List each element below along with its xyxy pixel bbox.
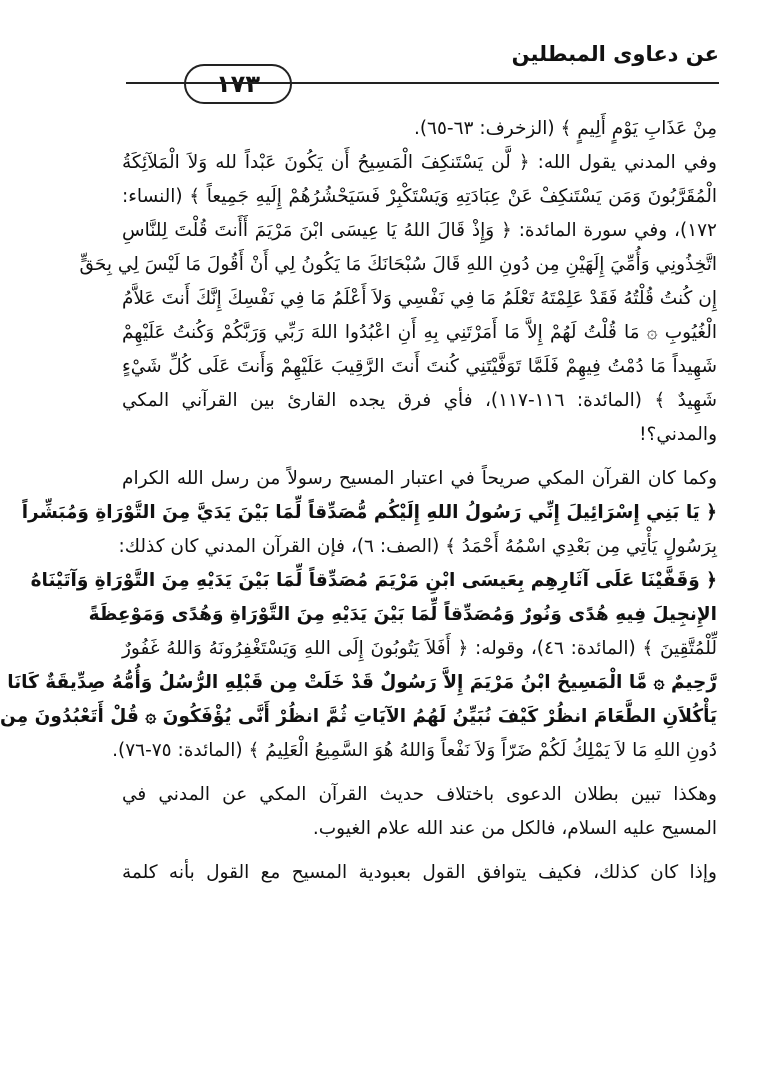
paragraph-gap bbox=[122, 452, 717, 462]
text-line: إِن كُنتُ قُلْتُهُ فَقَدْ عَلِمْتَهُ تَعْلَمُ مَا فِي نَفْسِي وَلاَ أَعْلَمُ مَا فِي نَفْسِكَ إِنَّكَ أَنتَ عَلاَّمُ bbox=[122, 288, 717, 309]
text-line: ١٧٢)، وفي سورة المائدة: ﴿ وَإِذْ قَالَ اللهُ يَا عِيسَى ابْنَ مَرْيَمَ أَأَنتَ قُلْتَ لِلنَّاسِ bbox=[122, 220, 717, 241]
paragraph-gap bbox=[122, 768, 717, 778]
text-line: وإذا كان كذلك، فكيف يتوافق القول بعبودية المسيح مع القول بأنه كلمة bbox=[122, 862, 717, 883]
text-line: دُونِ اللهِ مَا لاَ يَمْلِكُ لَكُمْ ضَرّاً وَلاَ نَفْعاً وَاللهُ هُوَ السَّمِيعُ الْعَلِيمُ ﴾ (المائدة: ٧٥-٧٦). bbox=[112, 740, 717, 761]
header-rule bbox=[126, 82, 719, 84]
text-line: وكما كان القرآن المكي صريحاً في اعتبار المسيح رسولاً من رسل الله الكرام bbox=[122, 468, 717, 489]
page-number: ١٧٣ bbox=[184, 64, 292, 104]
text-line: لِّلْمُتَّقِينَ ﴾ (المائدة: ٤٦)، وقوله: ﴿ أَفَلاَ يَتُوبُونَ إِلَى اللهِ وَيَسْتَغْفِرُونَهُ وَاللهُ غَفُورٌ bbox=[122, 638, 718, 659]
text-line: شَهِيدٌ ﴾ (المائدة: ١١٦-١١٧)، فأي فرق يجده القارئ بين القرآني المكي bbox=[122, 390, 718, 411]
running-title: عن دعاوى المبطلين bbox=[511, 42, 719, 66]
text-line: ﴿ يَا بَنِي إِسْرَائِيلَ إِنِّي رَسُولُ اللهِ إِلَيْكُم مُّصَدِّقاً لِّمَا بَيْنَ يَدَيَّ مِنَ التَّوْرَاةِ وَمُبَشِّراً bbox=[21, 502, 717, 523]
text-line: ﴿ وَقَفَّيْنَا عَلَى آثَارِهِم بِعَيسَى ابْنِ مَرْيَمَ مُصَدِّقاً لِّمَا بَيْنَ يَدَيْهِ مِنَ التَّوْرَاةِ وَآتَيْنَاهُ bbox=[30, 570, 717, 591]
text-line: شَهِيداً مَا دُمْتُ فِيهِمْ فَلَمَّا تَوَفَّيْتَنِي كُنتَ أَنتَ الرَّقِيبَ عَلَيْهِمْ وَأَنتَ عَلَى كُلِّ شَيْءٍ bbox=[122, 356, 717, 377]
text-line: الإِنجِيلَ فِيهِ هُدًى وَنُورٌ وَمُصَدِّقاً لِّمَا بَيْنَ يَدَيْهِ مِنَ التَّوْرَاةِ وَهُدًى وَمَوْعِظَةً bbox=[88, 604, 717, 625]
page-header bbox=[126, 40, 719, 96]
text-line: وهكذا تبين بطلان الدعوى باختلاف حديث القرآن المكي عن المدني في bbox=[122, 784, 717, 805]
text-line: رَّحِيمٌ ۞ مَّا الْمَسِيحُ ابْنُ مَرْيَمَ إِلاَّ رَسُولٌ قَدْ خَلَتْ مِن قَبْلِهِ الرُّسُلُ وَأُمُّهُ صِدِّيقَةٌ كَانَا bbox=[7, 672, 717, 693]
text-line: وفي المدني يقول الله: ﴿ لَّن يَسْتَنكِفَ الْمَسِيحُ أَن يَكُونَ عَبْداً لله وَلاَ الْمَلآئِكَةُ bbox=[122, 152, 717, 173]
text-line: اتَّخِذُونِي وَأُمِّيَ إِلَهَيْنِ مِن دُونِ اللهِ قَالَ سُبْحَانَكَ مَا يَكُونُ لِي أَنْ أَقُولَ مَا لَيْسَ لِي بِحَقٍّ bbox=[79, 254, 717, 275]
paragraph-gap bbox=[122, 846, 717, 856]
body-text bbox=[0, 112, 718, 890]
text-line: يَأْكُلاَنِ الطَّعَامَ انظُرْ كَيْفَ نُبَيِّنُ لَهُمُ الآيَاتِ ثُمَّ انظُرْ أَنَّى يُؤْفَكُونَ ۞ قُلْ أَتَعْبُدُونَ مِن bbox=[0, 706, 717, 727]
text-line: الْمُقَرَّبُونَ وَمَن يَسْتَنكِفْ عَنْ عِبَادَتِهِ وَيَسْتَكْبِرْ فَسَيَحْشُرُهُمْ إِلَيهِ جَمِيعاً ﴾ (النساء: bbox=[122, 186, 717, 207]
text-line: بِرَسُولٍ يَأْتِي مِن بَعْدِي اسْمُهُ أَحْمَدُ ﴾ (الصف: ٦)، فإن القرآن المدني كان كذلك: bbox=[118, 536, 717, 557]
text-line: الْغُيُوبِ ۞ مَا قُلْتُ لَهُمْ إِلاَّ مَا أَمَرْتَنِي بِهِ أَنِ اعْبُدُوا اللهَ رَبِّي وَرَبَّكُمْ وَكُنتُ عَلَيْهِمْ bbox=[122, 322, 717, 343]
text-line: مِنْ عَذَابِ يَوْمٍ أَلِيمٍ ﴾ (الزخرف: ٦٣-٦٥). bbox=[413, 118, 717, 139]
text-line: والمدني؟! bbox=[639, 424, 717, 445]
text-line: المسيح عليه السلام، فالكل من عند الله علام الغيوب. bbox=[312, 818, 717, 839]
